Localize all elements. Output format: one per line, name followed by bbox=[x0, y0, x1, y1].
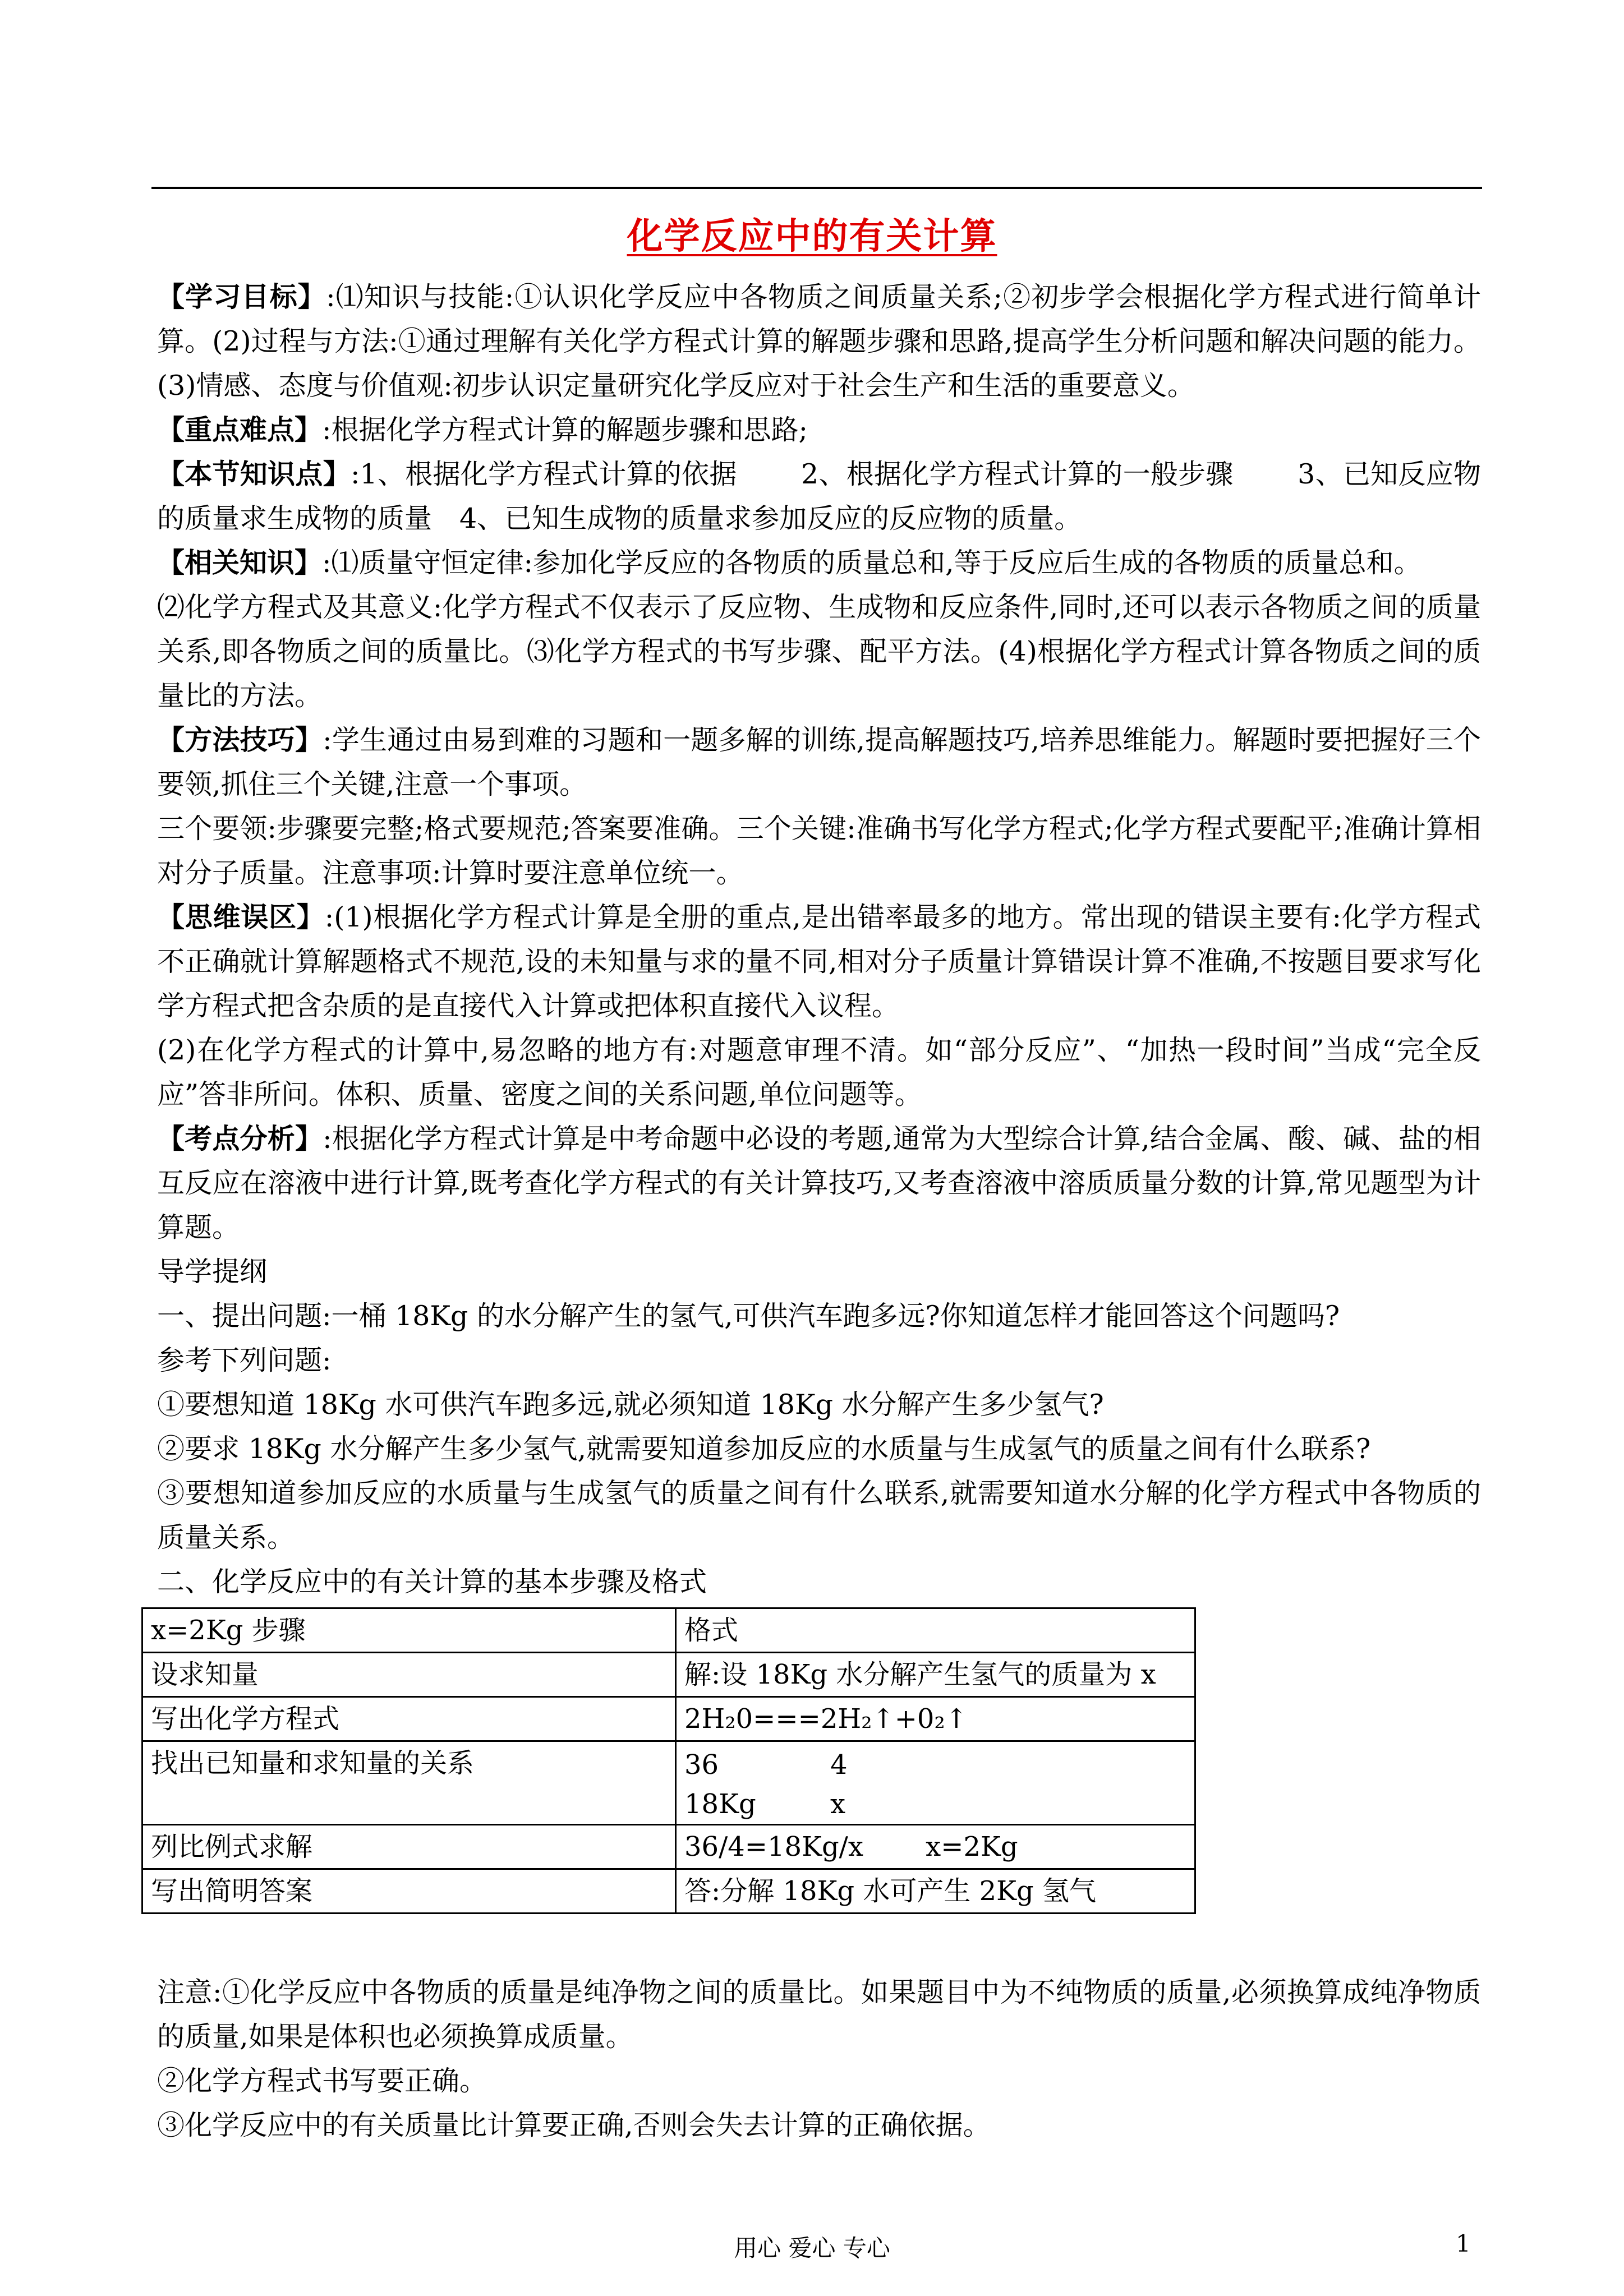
header-rule bbox=[151, 187, 1482, 189]
table-cell: 找出已知量和求知量的关系 bbox=[142, 1741, 676, 1825]
table-cell: 列比例式求解 bbox=[142, 1825, 676, 1869]
outline-question-1: 一、提出问题:一桶 18Kg 的水分解产生的氢气,可供汽车跑多远?你知道怎样才能回答这个问题吗? bbox=[157, 1300, 1340, 1332]
outline-reference-1: ①要想知道 18Kg 水可供汽车跑多远,就必须知道 18Kg 水分解产生多少氢气? bbox=[157, 1389, 1104, 1421]
outline-reference-3: ③要想知道参加反应的水质量与生成氢气的质量之间有什么联系,就需要知道水分解的化学方程式中各物质的质量关系。 bbox=[157, 1477, 1481, 1553]
methods-paragraph: 【方法技巧】:学生通过由易到难的习题和一题多解的训练,提高解题技巧,培养思维能力。解题时要把握好三个要领,抓住三个关键,注意一个事项。 bbox=[157, 723, 1481, 800]
key-points-paragraph: 【重点难点】:根据化学方程式计算的解题步骤和思路; bbox=[157, 413, 808, 446]
table-row bbox=[142, 1697, 1195, 1741]
outline-reference: 参考下列问题: bbox=[157, 1344, 332, 1376]
related-knowledge-paragraph: 【相关知识】:⑴质量守恒定律:参加化学反应的各物质的质量总和,等于反应后生成的各物质的质量总和。 bbox=[157, 546, 1421, 579]
table-cell: 设求知量 bbox=[142, 1653, 676, 1697]
page-title: 化学反应中的有关计算 bbox=[627, 216, 997, 257]
table-header-cell: 格式 bbox=[676, 1608, 1195, 1653]
relation-value: 4 bbox=[830, 1749, 848, 1781]
relation-value: x bbox=[830, 1788, 846, 1820]
table-cell: 36/4=18Kg/x x=2Kg bbox=[676, 1825, 1195, 1869]
table-row bbox=[142, 1869, 1195, 1914]
knowledge-points-paragraph: 【本节知识点】:1、根据化学方程式计算的依据 2、根据化学方程式计算的一般步骤 3、已知反应物的质量求生成物的质量 4、已知生成物的质量求参加反应的反应物的质量。 bbox=[157, 458, 1481, 534]
table-cell bbox=[676, 1741, 1195, 1825]
relation-grid bbox=[684, 1742, 1186, 1824]
analysis-paragraph: 【考点分析】:根据化学方程式计算是中考命题中必设的考题,通常为大型综合计算,结合金属、酸、碱、盐的相互反应在溶液中进行计算,既考查化学方程式的有关计算技巧,又考查溶液中溶质质量分数的计算,常见题型为计算题。 bbox=[157, 1122, 1481, 1243]
related-knowledge-paragraph-2: ⑵化学方程式及其意义:化学方程式不仅表示了反应物、生成物和反应条件,同时,还可以表示各物质之间的质量关系,即各物质之间的质量比。⑶化学方程式的书写步骤、配平方法。(4)根据化学方程式计算各物质之间的质量比的方法。 bbox=[157, 591, 1481, 712]
table-cell: 写出化学方程式 bbox=[142, 1697, 676, 1741]
table-cell: 解:设 18Kg 水分解产生氢气的质量为 x bbox=[676, 1653, 1195, 1697]
note-3: ③化学反应中的有关质量比计算要正确,否则会失去计算的正确依据。 bbox=[157, 2109, 991, 2141]
mistakes-paragraph-2: (2)在化学方程式的计算中,易忽略的地方有:对题意审理不清。如“部分反应”、“加热一段时间”当成“完全反应”答非所问。体积、质量、密度之间的关系问题,单位问题等。 bbox=[157, 1034, 1481, 1110]
table-row bbox=[142, 1825, 1195, 1869]
table-header-row bbox=[142, 1608, 1195, 1653]
steps-table bbox=[141, 1607, 1196, 1914]
outline-question-2: 二、化学反应中的有关计算的基本步骤及格式 bbox=[157, 1566, 707, 1598]
note-1: 注意:①化学反应中各物质的质量是纯净物之间的质量比。如果题目中为不纯物质的质量,必须换算成纯净物质的质量,如果是体积也必须换算成质量。 bbox=[157, 1976, 1481, 2053]
table-cell: 2H₂0===2H₂↑+0₂↑ bbox=[676, 1697, 1195, 1741]
page-number: 1 bbox=[1456, 2230, 1471, 2257]
methods-paragraph-2: 三个要领:步骤要完整;格式要规范;答案要准确。三个关键:准确书写化学方程式;化学方程式要配平;准确计算相对分子质量。注意事项:计算时要注意单位统一。 bbox=[157, 813, 1481, 889]
footer-slogan: 用心 爱心 专心 bbox=[734, 2234, 890, 2262]
table-row bbox=[142, 1653, 1195, 1697]
table-row bbox=[142, 1741, 1195, 1825]
table-header-cell: x=2Kg 步骤 bbox=[142, 1608, 676, 1653]
mistakes-paragraph: 【思维误区】:(1)根据化学方程式计算是全册的重点,是出错率最多的地方。常出现的错误主要有:化学方程式不正确就计算解题格式不规范,设的未知量与求的量不同,相对分子质量计算错误计算不准确,不按题目要求写化学方程式把含杂质的是直接代入计算或把体积直接代入议程。 bbox=[157, 901, 1481, 1022]
relation-value: 18Kg bbox=[684, 1788, 756, 1820]
spacer bbox=[157, 1914, 1481, 1970]
relation-value: 36 bbox=[684, 1749, 719, 1781]
document-body bbox=[151, 275, 1481, 2147]
note-2: ②化学方程式书写要正确。 bbox=[157, 2065, 487, 2097]
outline-reference-2: ②要求 18Kg 水分解产生多少氢气,就需要知道参加反应的水质量与生成氢气的质量之间有什么联系? bbox=[157, 1433, 1371, 1465]
objectives-paragraph: 【学习目标】:⑴知识与技能:①认识化学反应中各物质之间质量关系;②初步学会根据化学方程式进行简单计算。(2)过程与方法:①通过理解有关化学方程式计算的解题步骤和思路,提高学生分析问题和解决问题的能力。(3)情感、态度与价值观:初步认识定量研究化学反应对于社会生产和生活的重要意义。 bbox=[157, 280, 1481, 402]
table-cell: 写出简明答案 bbox=[142, 1869, 676, 1914]
outline-heading: 导学提纲 bbox=[157, 1256, 268, 1288]
table-cell: 答:分解 18Kg 水可产生 2Kg 氢气 bbox=[676, 1869, 1195, 1914]
